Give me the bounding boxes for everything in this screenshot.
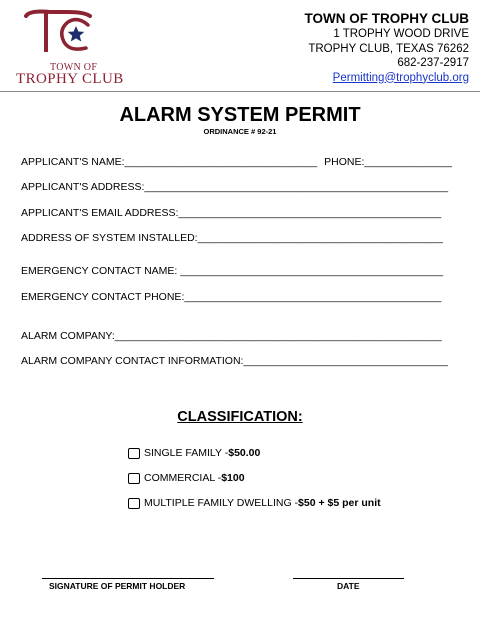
ordinance-number: ORDINANCE # 92-21 [203,127,277,136]
applicant-email-field[interactable]: APPLICANT'S EMAIL ADDRESS:_____________________________________________ [21,207,442,219]
multiple-family-label: MULTIPLE FAMILY DWELLING - [144,497,299,509]
logo-text-trophy-club: TROPHY CLUB [16,71,124,87]
option-multiple-family[interactable] [128,497,381,509]
system-address-field[interactable]: ADDRESS OF SYSTEM INSTALLED:__________________________________________ [21,232,443,244]
option-commercial[interactable] [128,472,245,484]
tc-monogram-icon [24,8,104,58]
phone-label: PHONE:_______________ [324,156,453,168]
applicant-name-field[interactable] [21,156,452,168]
alarm-company-field[interactable]: ALARM COMPANY:________________________________________________________ [21,330,442,342]
applicant-address-field[interactable]: APPLICANT'S ADDRESS:____________________________________________________ [21,181,449,193]
city-state-zip: TROPHY CLUB, TEXAS 76262 [308,42,469,55]
permitting-email-link[interactable]: Permitting@trophyclub.org [332,71,469,84]
date-label: DATE [337,581,360,591]
multiple-family-price: $50 + $5 per unit [298,497,381,509]
alarm-company-contact-field[interactable]: ALARM COMPANY CONTACT INFORMATION:___________________________________ [21,355,448,367]
town-name: TOWN OF TROPHY CLUB [304,11,469,26]
logo-text-town-of: TOWN OF [50,62,98,73]
town-address-block [305,11,470,85]
street-address: 1 TROPHY WOOD DRIVE [333,28,469,40]
single-family-label: SINGLE FAMILY - [144,447,229,459]
star-icon [68,26,85,42]
single-family-checkbox[interactable] [128,448,140,459]
applicant-name-label: APPLICANT'S NAME:_________________________________ [21,156,318,168]
commercial-price: $100 [221,472,245,484]
signature-line[interactable] [42,578,214,579]
commercial-checkbox[interactable] [128,473,140,484]
option-single-family[interactable] [128,447,260,459]
emergency-contact-name-field[interactable]: EMERGENCY CONTACT NAME: _____________________________________________ [21,265,444,277]
date-line[interactable] [293,578,404,579]
emergency-contact-phone-field[interactable]: EMERGENCY CONTACT PHONE:____________________________________________ [21,291,442,303]
single-family-price: $50.00 [228,447,261,459]
town-phone: 682-237-2917 [397,57,469,69]
signature-label: SIGNATURE OF PERMIT HOLDER [49,581,186,591]
commercial-label: COMMERCIAL - [144,472,222,484]
form-title: ALARM SYSTEM PERMIT [119,104,361,126]
multiple-family-checkbox[interactable] [128,498,140,509]
classification-heading: CLASSIFICATION: [177,409,303,425]
town-logo [14,8,134,87]
header-divider [0,91,480,92]
